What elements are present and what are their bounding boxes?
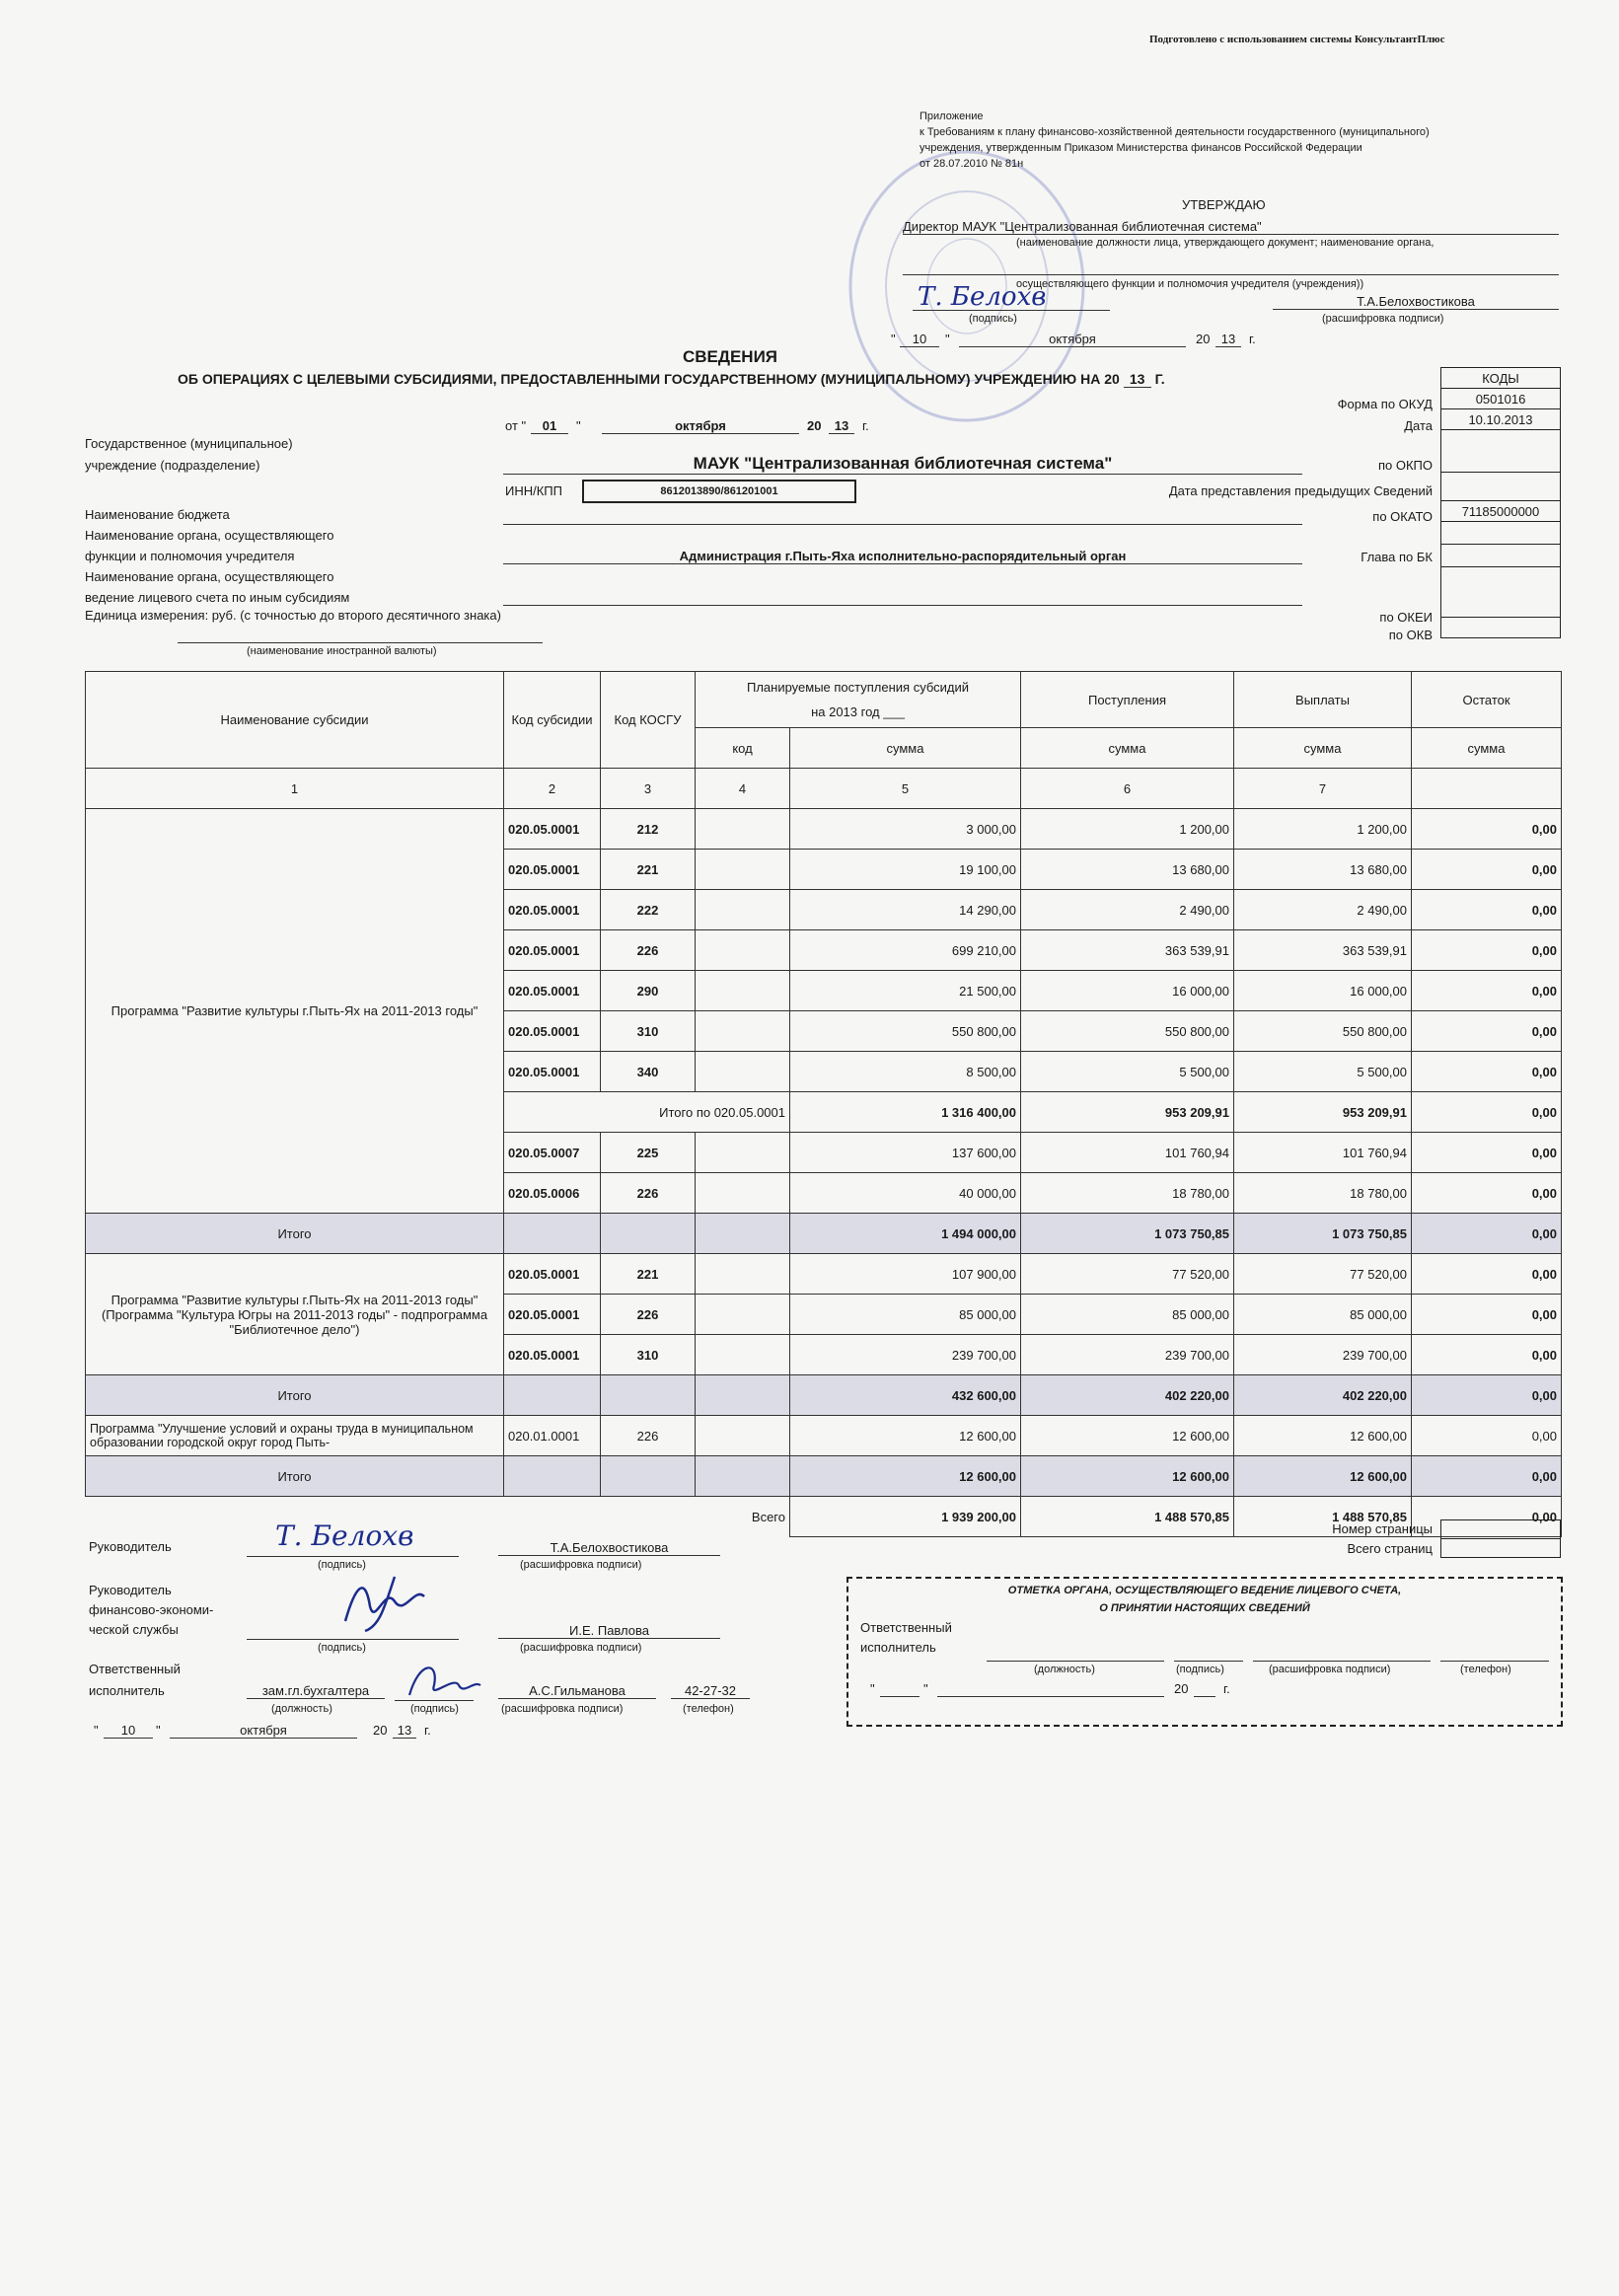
group3-name: Программа "Улучшение условий и охраны труда в муниципальном образовании городской округ город Пыть- <box>86 1416 504 1456</box>
mark-position-caption: (должность) <box>1034 1664 1095 1675</box>
approve-day: 10 <box>900 332 939 347</box>
cell-bal: 0,00 <box>1412 1254 1562 1295</box>
mark-date-quote-open: " <box>870 1681 875 1696</box>
date-day: 01 <box>531 418 568 434</box>
cell-kosgu: 226 <box>601 1173 696 1214</box>
okpo-value <box>1441 430 1561 473</box>
mark-sign-line <box>1174 1660 1243 1662</box>
date-year-prefix: 20 <box>807 418 822 433</box>
cell-rec: 5 500,00 <box>1021 1052 1234 1092</box>
institution-name: МАУК "Централизованная библиотечная система" <box>503 454 1302 475</box>
total-row <box>86 1456 1562 1497</box>
head-name: Т.А.Белохвостикова <box>498 1540 720 1556</box>
cell-plan: 1 939 200,00 <box>790 1497 1021 1537</box>
cell-code: 020.05.0001 <box>504 1335 601 1375</box>
footer-month: октября <box>170 1723 357 1739</box>
date-value: 10.10.2013 <box>1441 409 1561 430</box>
okud-value: 0501016 <box>1441 389 1561 409</box>
cell-code: 020.05.0001 <box>504 1254 601 1295</box>
date-label: Дата <box>1404 418 1433 433</box>
cell-plan: 19 100,00 <box>790 850 1021 890</box>
col-num: 1 <box>86 769 504 809</box>
date-year: 13 <box>829 418 854 434</box>
fin-signature <box>326 1567 474 1636</box>
cell-pay: 239 700,00 <box>1234 1335 1412 1375</box>
table-row <box>86 1254 1562 1295</box>
mark-day-line <box>880 1695 920 1697</box>
resp-sign-caption: (подпись) <box>410 1703 459 1715</box>
sh-sum-rec: сумма <box>1021 728 1234 769</box>
appendix-line1: Приложение <box>920 111 984 122</box>
cell-rec: 12 600,00 <box>1021 1416 1234 1456</box>
cell-plan-code <box>696 1173 790 1214</box>
cell-bal: 0,00 <box>1412 1375 1562 1416</box>
mark-date-quote-close: " <box>923 1681 928 1696</box>
account-line <box>503 604 1302 606</box>
cell-kosgu: 226 <box>601 1416 696 1456</box>
cell-code: 020.05.0001 <box>504 1052 601 1092</box>
mark-year-suffix: г. <box>1223 1681 1230 1696</box>
h-kosgu: Код КОСГУ <box>601 672 696 769</box>
cell-bal: 0,00 <box>1412 1497 1562 1537</box>
resp-signature <box>400 1656 488 1705</box>
table-row <box>86 1416 1562 1456</box>
h-payments: Выплаты <box>1234 672 1412 728</box>
group2-name: Программа "Развитие культуры г.Пыть-Ях на 2011-2013 годы" (Программа "Культура Югры на 2011-2013 годы" - подпрограмма "Библиотечное дело") <box>86 1254 504 1375</box>
cell-plan-code <box>696 850 790 890</box>
h-planned-text: Планируемые поступления субсидий <box>746 680 970 695</box>
cell-pay: 1 073 750,85 <box>1234 1214 1412 1254</box>
cell-plan: 8 500,00 <box>790 1052 1021 1092</box>
mark-month-line <box>937 1695 1164 1697</box>
cell-bal: 0,00 <box>1412 1092 1562 1133</box>
cell-pay: 1 200,00 <box>1234 809 1412 850</box>
mark-resp2: исполнитель <box>860 1640 936 1655</box>
cell-pay: 2 490,00 <box>1234 890 1412 930</box>
okei-label: по ОКЕИ <box>1379 610 1433 625</box>
page-no-box <box>1440 1519 1561 1539</box>
cell-pay: 550 800,00 <box>1234 1011 1412 1052</box>
cell-plan-code <box>696 1133 790 1173</box>
subtotal1-label: Итого по 020.05.0001 <box>504 1092 790 1133</box>
cell-pay: 16 000,00 <box>1234 971 1412 1011</box>
sh-code: код <box>696 728 790 769</box>
total1-label: Итого <box>86 1214 504 1254</box>
resp-position: зам.гл.бухгалтера <box>247 1683 385 1699</box>
approve-year: 13 <box>1215 332 1241 347</box>
cell-pay: 77 520,00 <box>1234 1254 1412 1295</box>
cell-code: 020.05.0007 <box>504 1133 601 1173</box>
cell-rec: 550 800,00 <box>1021 1011 1234 1052</box>
h-planned-year: на 2013 год ___ <box>811 704 905 719</box>
cell-rec: 239 700,00 <box>1021 1335 1234 1375</box>
cell-rec: 85 000,00 <box>1021 1295 1234 1335</box>
fin-label1: Руководитель <box>89 1583 172 1597</box>
approve-line2 <box>903 273 1559 275</box>
total-row <box>86 1375 1562 1416</box>
fin-name-caption: (расшифровка подписи) <box>520 1642 642 1654</box>
cell-plan: 699 210,00 <box>790 930 1021 971</box>
footer-year-prefix: 20 <box>373 1723 388 1738</box>
cell-rec: 101 760,94 <box>1021 1133 1234 1173</box>
resp-label1: Ответственный <box>89 1662 181 1676</box>
cell-pay: 101 760,94 <box>1234 1133 1412 1173</box>
doc-title: СВЕДЕНИЯ <box>682 347 778 366</box>
approve-year-suffix: г. <box>1249 332 1256 346</box>
pages-total-box <box>1440 1538 1561 1558</box>
head-sign-line <box>247 1555 459 1557</box>
cell-rec: 16 000,00 <box>1021 971 1234 1011</box>
cell-plan-code <box>696 1254 790 1295</box>
institution-label2: учреждение (подразделение) <box>85 458 260 473</box>
h-planned <box>696 672 1021 728</box>
col-num: 3 <box>601 769 696 809</box>
footer-year: 13 <box>393 1723 416 1739</box>
cell-kosgu: 221 <box>601 850 696 890</box>
budget-label: Наименование бюджета <box>85 507 230 522</box>
okato-value: 71185000000 <box>1441 501 1561 522</box>
resp-name: А.С.Гильманова <box>498 1683 656 1699</box>
mark-phone-caption: (телефон) <box>1460 1664 1511 1675</box>
approve-year-prefix: 20 <box>1196 332 1211 346</box>
approve-position: Директор МАУК "Централизованная библиотечная система" <box>903 219 1559 235</box>
cell-bal: 0,00 <box>1412 1416 1562 1456</box>
fin-sign-caption: (подпись) <box>318 1642 366 1654</box>
resp-name-caption: (расшифровка подписи) <box>501 1703 624 1715</box>
cell-plan: 1 316 400,00 <box>790 1092 1021 1133</box>
resp-phone: 42-27-32 <box>671 1683 750 1699</box>
cell-bal: 0,00 <box>1412 809 1562 850</box>
col-num: 5 <box>790 769 1021 809</box>
bk-label: Глава по БК <box>1361 550 1433 564</box>
cell-bal: 0,00 <box>1412 1133 1562 1173</box>
fin-sign-line <box>247 1638 459 1640</box>
prev-value <box>1441 473 1561 501</box>
cell-plan-code <box>696 930 790 971</box>
cell-plan: 550 800,00 <box>790 1011 1021 1052</box>
mark-year-prefix: 20 <box>1174 1681 1189 1696</box>
mark-name-line <box>1253 1660 1431 1662</box>
cell-bal: 0,00 <box>1412 1456 1562 1497</box>
okv-value <box>1441 618 1561 638</box>
inn-label: ИНН/КПП <box>505 483 562 498</box>
cell-bal: 0,00 <box>1412 1214 1562 1254</box>
cell-rec: 1 200,00 <box>1021 809 1234 850</box>
cell-plan: 107 900,00 <box>790 1254 1021 1295</box>
sh-sum-pay: сумма <box>1234 728 1412 769</box>
cell-code: 020.05.0001 <box>504 1295 601 1335</box>
cell-rec: 13 680,00 <box>1021 850 1234 890</box>
col-num <box>1412 769 1562 809</box>
bk-value <box>1441 545 1561 567</box>
okud-label: Форма по ОКУД <box>1337 397 1433 411</box>
fin-name: И.Е. Павлова <box>498 1623 720 1639</box>
cell-kosgu: 340 <box>601 1052 696 1092</box>
mark-name-caption: (расшифровка подписи) <box>1269 1664 1391 1675</box>
cell-pay: 12 600,00 <box>1234 1456 1412 1497</box>
appendix-line4: от 28.07.2010 № 81н <box>920 158 1024 170</box>
fin-label2: финансово-экономи- <box>89 1602 214 1617</box>
cell-pay: 363 539,91 <box>1234 930 1412 971</box>
institution-label1: Государственное (муниципальное) <box>85 436 293 451</box>
cell-pay: 953 209,91 <box>1234 1092 1412 1133</box>
mark-phone-line <box>1440 1660 1549 1662</box>
h-balance: Остаток <box>1412 672 1562 728</box>
sh-sum-bal: сумма <box>1412 728 1562 769</box>
head-signature-text: Т. Белохв <box>275 1519 414 1552</box>
prev-label: Дата представления предыдущих Сведений <box>1168 483 1433 498</box>
cell-plan: 40 000,00 <box>790 1173 1021 1214</box>
okei-value <box>1441 567 1561 618</box>
pages-total-label: Всего страниц <box>1347 1541 1433 1556</box>
top-note: Подготовлено с использованием системы КонсультантПлюс <box>1149 34 1445 45</box>
currency-caption: (наименование иностранной валюты) <box>247 645 437 657</box>
cell-rec: 363 539,91 <box>1021 930 1234 971</box>
mark-title1: ОТМЕТКА ОРГАНА, ОСУЩЕСТВЛЯЮЩЕГО ВЕДЕНИЕ ЛИЦЕВОГО СЧЕТА, <box>1007 1585 1402 1596</box>
mark-position-line <box>987 1660 1164 1662</box>
approve-position-caption: (наименование должности лица, утверждающего документ; наименование органа, <box>1016 237 1435 249</box>
cell-rec: 18 780,00 <box>1021 1173 1234 1214</box>
cell-kosgu: 212 <box>601 809 696 850</box>
total2-label: Итого <box>86 1375 504 1416</box>
cell-code: 020.05.0001 <box>504 930 601 971</box>
cell-rec: 2 490,00 <box>1021 890 1234 930</box>
cell-rec: 402 220,00 <box>1021 1375 1234 1416</box>
cell-kosgu: 222 <box>601 890 696 930</box>
sh-sum-plan: сумма <box>790 728 1021 769</box>
cell-plan-code <box>696 1335 790 1375</box>
total-row <box>86 1214 1562 1254</box>
cell-pay: 1 488 570,85 <box>1234 1497 1412 1537</box>
cell-plan: 1 494 000,00 <box>790 1214 1021 1254</box>
approve-signature <box>913 281 1120 311</box>
cell-rec: 12 600,00 <box>1021 1456 1234 1497</box>
resp-label2: исполнитель <box>89 1683 165 1698</box>
approve-month: октября <box>959 332 1186 347</box>
total3-label: Итого <box>86 1456 504 1497</box>
resp-sign-line <box>395 1699 474 1701</box>
okv-label: по ОКВ <box>1388 628 1433 642</box>
cell-plan-code <box>696 1416 790 1456</box>
cell-plan-code <box>696 890 790 930</box>
founder-label2: функции и полномочия учредителя <box>85 549 295 563</box>
cell-bal: 0,00 <box>1412 850 1562 890</box>
cell-bal: 0,00 <box>1412 1173 1562 1214</box>
date-suffix: г. <box>862 418 869 433</box>
col-num: 7 <box>1234 769 1412 809</box>
cell-pay: 18 780,00 <box>1234 1173 1412 1214</box>
cell-code: 020.01.0001 <box>504 1416 601 1456</box>
budget-line <box>503 523 1302 525</box>
cell-bal: 0,00 <box>1412 1335 1562 1375</box>
cell-pay: 402 220,00 <box>1234 1375 1412 1416</box>
cell-code: 020.05.0006 <box>504 1173 601 1214</box>
cell-rec: 1 488 570,85 <box>1021 1497 1234 1537</box>
approve-sign-caption: (подпись) <box>969 313 1017 325</box>
head-signature <box>271 1519 469 1555</box>
founder-value: Администрация г.Пыть-Яха исполнительно-распорядительный орган <box>503 549 1302 564</box>
founder-label1: Наименование органа, осуществляющего <box>85 528 334 543</box>
cell-bal: 0,00 <box>1412 1011 1562 1052</box>
cell-plan-code <box>696 1052 790 1092</box>
cell-plan-code <box>696 1295 790 1335</box>
footer-day: 10 <box>104 1723 153 1739</box>
cell-plan: 21 500,00 <box>790 971 1021 1011</box>
mark-resp1: Ответственный <box>860 1620 952 1635</box>
cell-plan: 239 700,00 <box>790 1335 1021 1375</box>
cell-bal: 0,00 <box>1412 890 1562 930</box>
cell-kosgu: 221 <box>601 1254 696 1295</box>
approve-signature-text: Т. Белохв <box>918 282 1047 311</box>
resp-phone-caption: (телефон) <box>683 1703 734 1715</box>
inn-value: 8612013890/861201001 <box>582 480 856 503</box>
cell-code: 020.05.0001 <box>504 971 601 1011</box>
cell-plan-code <box>696 971 790 1011</box>
cell-code: 020.05.0001 <box>504 890 601 930</box>
approve-title: УТВЕРЖДАЮ <box>1182 197 1266 212</box>
subsidies-table <box>85 671 1562 1537</box>
codes-box <box>1440 367 1561 638</box>
okato-label: по ОКАТО <box>1372 509 1433 524</box>
mark-title2: О ПРИНЯТИИ НАСТОЯЩИХ СВЕДЕНИЙ <box>1099 1602 1310 1614</box>
table-row <box>86 809 1562 850</box>
mark-year-line <box>1194 1695 1215 1697</box>
cell-plan: 137 600,00 <box>790 1133 1021 1173</box>
doc-subtitle: ОБ ОПЕРАЦИЯХ С ЦЕЛЕВЫМИ СУБСИДИЯМИ, ПРЕДОСТАВЛЕННЫМИ ГОСУДАРСТВЕННОМУ (МУНИЦИПАЛЬНОМУ) УЧРЕЖДЕНИЮ НА 20 13 Г. <box>178 371 1165 387</box>
date-month: октября <box>602 418 799 434</box>
account-mark-box <box>846 1577 1563 1727</box>
cell-code: 020.05.0001 <box>504 850 601 890</box>
col-num: 4 <box>696 769 790 809</box>
cell-plan-code <box>696 1011 790 1052</box>
cell-plan: 85 000,00 <box>790 1295 1021 1335</box>
cell-kosgu: 310 <box>601 1011 696 1052</box>
date-prefix: от " <box>505 418 527 433</box>
head-name-caption: (расшифровка подписи) <box>520 1559 642 1571</box>
h-name: Наименование субсидии <box>86 672 504 769</box>
unit-label: Единица измерения: руб. (с точностью до второго десятичного знака) <box>85 608 501 623</box>
footer-year-suffix: г. <box>424 1723 431 1738</box>
fin-label3: ческой службы <box>89 1622 179 1637</box>
approve-name: Т.А.Белохвостикова <box>1273 294 1559 310</box>
cell-code: 020.05.0001 <box>504 1011 601 1052</box>
cell-bal: 0,00 <box>1412 1295 1562 1335</box>
codes-header: КОДЫ <box>1441 368 1561 389</box>
cell-pay: 5 500,00 <box>1234 1052 1412 1092</box>
appendix-line2: к Требованиям к плану финансово-хозяйственной деятельности государственного (муниципального) <box>920 126 1430 138</box>
col-num: 6 <box>1021 769 1234 809</box>
h-code: Код субсидии <box>504 672 601 769</box>
cell-plan: 432 600,00 <box>790 1375 1021 1416</box>
cell-plan: 12 600,00 <box>790 1416 1021 1456</box>
cell-rec: 77 520,00 <box>1021 1254 1234 1295</box>
group1-name: Программа "Развитие культуры г.Пыть-Ях на 2011-2013 годы" <box>86 809 504 1214</box>
resp-position-caption: (должность) <box>271 1703 332 1715</box>
approve-position-caption2: осуществляющего функции и полномочия учредителя (учреждения)) <box>1016 278 1364 290</box>
cell-kosgu: 226 <box>601 930 696 971</box>
h-receipts: Поступления <box>1021 672 1234 728</box>
cell-pay: 13 680,00 <box>1234 850 1412 890</box>
okato-empty <box>1441 522 1561 545</box>
cell-code: 020.05.0001 <box>504 809 601 850</box>
cell-bal: 0,00 <box>1412 930 1562 971</box>
cell-rec: 1 073 750,85 <box>1021 1214 1234 1254</box>
grand-label: Всего <box>86 1497 790 1537</box>
okpo-label: по ОКПО <box>1377 458 1433 473</box>
mark-sign-caption: (подпись) <box>1176 1664 1224 1675</box>
approve-name-caption: (расшифровка подписи) <box>1322 313 1444 325</box>
doc-title-year: 13 <box>1124 371 1151 388</box>
cell-kosgu: 226 <box>601 1295 696 1335</box>
cell-pay: 85 000,00 <box>1234 1295 1412 1335</box>
account-label2: ведение лицевого счета по иным субсидиям <box>85 590 350 605</box>
head-sign-caption: (подпись) <box>318 1559 366 1571</box>
cell-plan: 3 000,00 <box>790 809 1021 850</box>
cell-kosgu: 225 <box>601 1133 696 1173</box>
cell-plan: 14 290,00 <box>790 890 1021 930</box>
currency-line <box>178 641 543 643</box>
cell-bal: 0,00 <box>1412 971 1562 1011</box>
cell-pay: 12 600,00 <box>1234 1416 1412 1456</box>
cell-plan-code <box>696 809 790 850</box>
cell-plan: 12 600,00 <box>790 1456 1021 1497</box>
page-no-label: Номер страницы <box>1332 1521 1433 1536</box>
cell-kosgu: 290 <box>601 971 696 1011</box>
cell-kosgu: 310 <box>601 1335 696 1375</box>
cell-rec: 953 209,91 <box>1021 1092 1234 1133</box>
account-label1: Наименование органа, осуществляющего <box>85 569 334 584</box>
cell-bal: 0,00 <box>1412 1052 1562 1092</box>
approve-sign-line <box>913 309 1110 311</box>
head-label: Руководитель <box>89 1539 172 1554</box>
col-num: 2 <box>504 769 601 809</box>
appendix-line3: учреждения, утвержденным Приказом Министерства финансов Российской Федерации <box>920 142 1362 154</box>
